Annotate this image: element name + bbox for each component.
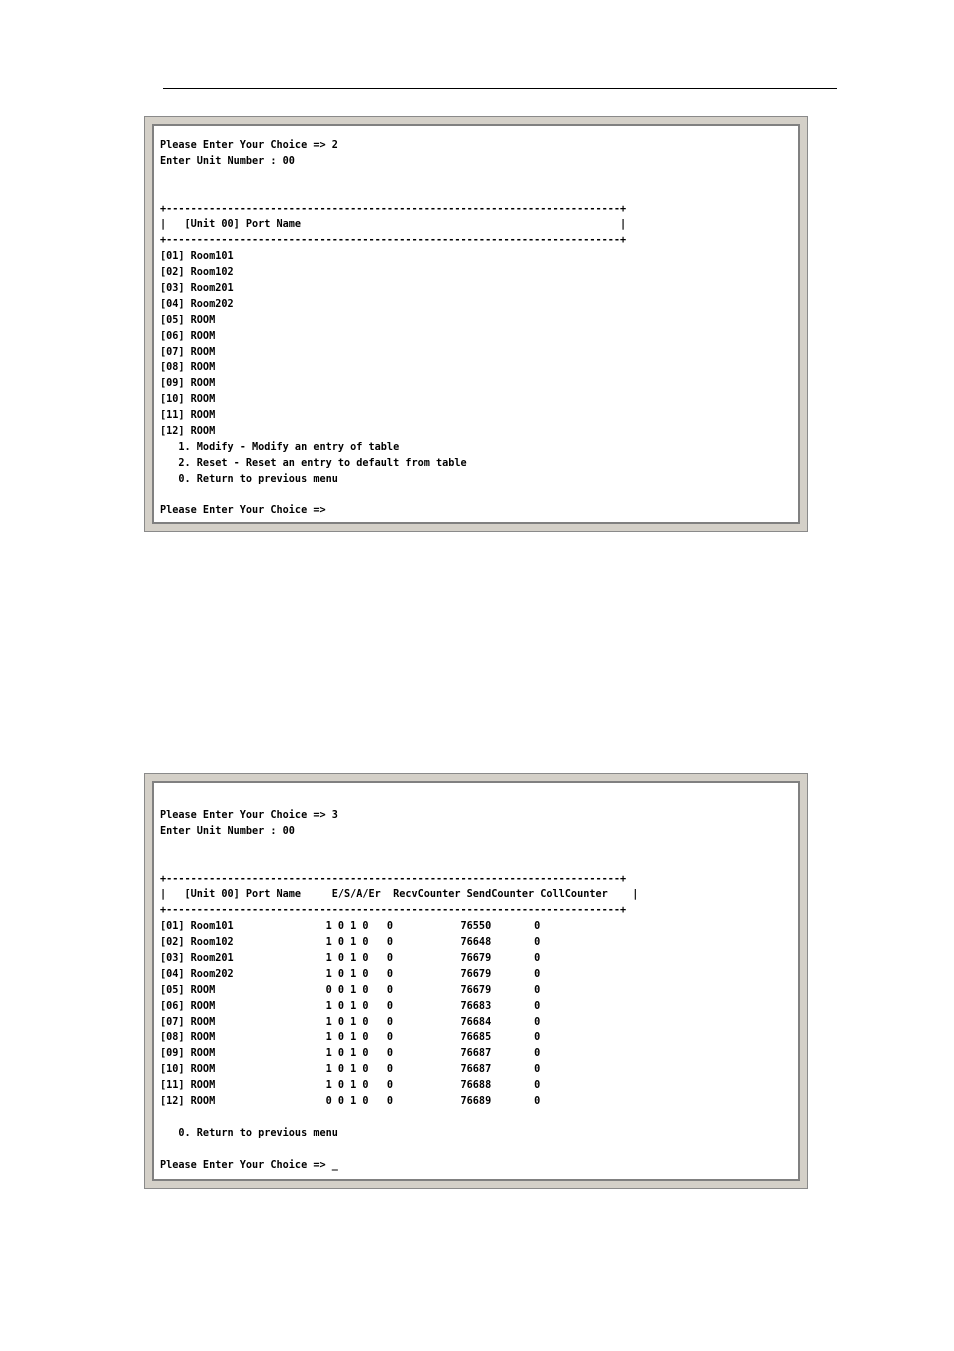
terminal-line: Enter Unit Number : 00: [160, 825, 295, 837]
terminal-line: 1. Modify - Modify an entry of table: [160, 441, 400, 453]
terminal-line: [160, 856, 638, 872]
terminal-line: [08] ROOM 1 0 1 0 0 76685 0: [160, 1032, 541, 1044]
terminal-line: +--------------------------------------------------------------------------+: [160, 203, 627, 215]
terminal-line: | [Unit 00] Port Name E/S/A/Er RecvCounter SendCounter CollCounter |: [160, 889, 639, 901]
terminal-line: Please Enter Your Choice => 2: [160, 140, 338, 151]
terminal-screenshot-port-counters: [144, 773, 808, 1189]
terminal-line: 2. Reset - Reset an entry to default from table: [160, 457, 467, 469]
terminal-line: [02] Room102: [160, 267, 234, 279]
terminal-line: +--------------------------------------------------------------------------+: [160, 905, 627, 917]
terminal-line: [160, 186, 626, 202]
terminal-line: [01] Room101: [160, 251, 234, 263]
terminal-line: [160, 840, 638, 856]
terminal-line: [06] ROOM 1 0 1 0 0 76683 0: [160, 1000, 541, 1012]
terminal-line: [07] ROOM 1 0 1 0 0 76684 0: [160, 1016, 541, 1028]
terminal-line: [160, 1110, 638, 1126]
terminal-line: [160, 170, 626, 186]
terminal-window: [152, 781, 800, 1181]
terminal-line: Enter Unit Number : 00: [160, 155, 295, 167]
terminal-line: +--------------------------------------------------------------------------+: [160, 873, 627, 885]
terminal-line: | [Unit 00] Port Name |: [160, 219, 627, 231]
terminal-line: 0. Return to previous menu: [160, 473, 338, 485]
terminal-line: Please Enter Your Choice => _: [160, 1159, 338, 1171]
terminal-line: [06] ROOM: [160, 330, 216, 342]
terminal-line: [01] Room101 1 0 1 0 0 76550 0: [160, 921, 541, 933]
terminal-line: [07] ROOM: [160, 346, 216, 358]
header-rule: [163, 88, 837, 89]
terminal-line: [05] ROOM: [160, 314, 216, 326]
terminal-text: [160, 138, 626, 519]
terminal-line: [160, 1142, 638, 1158]
terminal-line: Please Enter Your Choice => 3: [160, 810, 338, 821]
terminal-line: [04] Room202 1 0 1 0 0 76679 0: [160, 968, 541, 980]
terminal-line: [08] ROOM: [160, 362, 216, 374]
terminal-line: [12] ROOM: [160, 426, 216, 438]
terminal-line: [160, 488, 626, 504]
terminal-line: [11] ROOM 1 0 1 0 0 76688 0: [160, 1080, 541, 1092]
terminal-window: [152, 124, 800, 524]
terminal-screenshot-port-name: [144, 116, 808, 532]
terminal-line: [11] ROOM: [160, 410, 216, 422]
terminal-line: [10] ROOM 1 0 1 0 0 76687 0: [160, 1064, 541, 1076]
terminal-line: [12] ROOM 0 0 1 0 0 76689 0: [160, 1096, 541, 1108]
terminal-line: [05] ROOM 0 0 1 0 0 76679 0: [160, 984, 541, 996]
terminal-line: Please Enter Your Choice =>: [160, 505, 326, 517]
terminal-line: [03] Room201 1 0 1 0 0 76679 0: [160, 953, 541, 965]
terminal-line: [10] ROOM: [160, 394, 216, 406]
terminal-line: [03] Room201: [160, 283, 234, 295]
terminal-line: [09] ROOM 1 0 1 0 0 76687 0: [160, 1048, 541, 1060]
terminal-line: 0. Return to previous menu: [160, 1127, 338, 1139]
terminal-text: [160, 808, 638, 1173]
terminal-line: [02] Room102 1 0 1 0 0 76648 0: [160, 937, 541, 949]
terminal-line: [09] ROOM: [160, 378, 216, 390]
terminal-line: +--------------------------------------------------------------------------+: [160, 235, 627, 247]
terminal-line: [04] Room202: [160, 298, 234, 310]
